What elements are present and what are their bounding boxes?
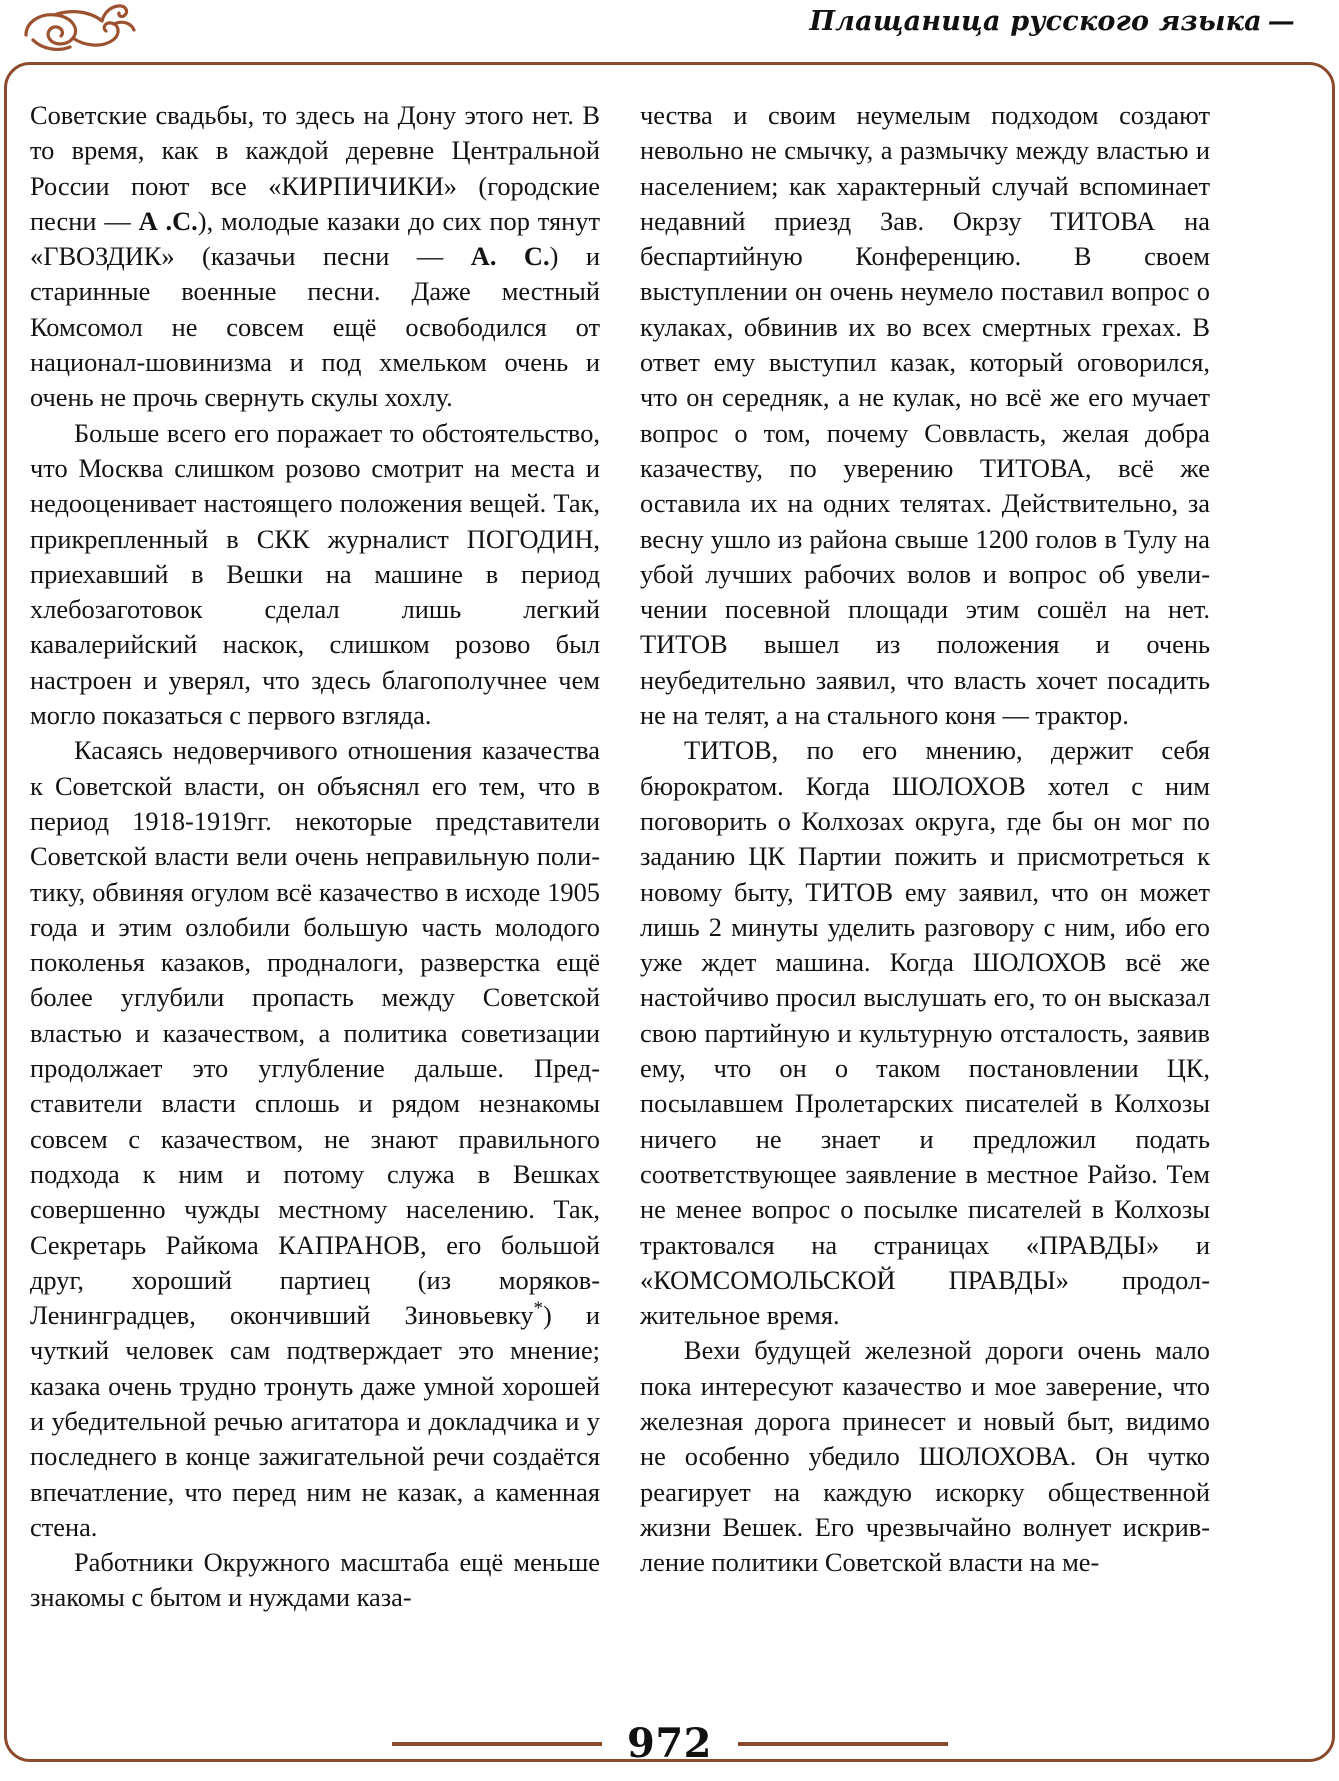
running-head-title bbox=[809, 6, 1295, 37]
text-column-left bbox=[30, 98, 600, 1688]
running-head bbox=[0, 0, 1339, 62]
body-text-area bbox=[30, 98, 1310, 1688]
running-head-dash: — bbox=[1267, 6, 1295, 37]
paragraph: ТИТОВ, по его мнению, держит себя бюрократом. Когда ШОЛОХОВ хотел с ним поговорить о Колхозах округа, где бы он мог по заданию ЦК Партии пожить и присмотреться к новому быту, ТИТОВ ему заявил, что он может лишь 2 минуты уделить разговору с ним, ибо его уже ждет машина. Когда ШОЛОХОВ всё же настойчиво просил выслушать его, то он высказал свою партийную и культурную отсталость, заявив ему, что он о таком постановлении ЦК, посылавшем Пролетарских писателей в Колхозы ничего не знает и предложил подать соответствующее заявление в местное Райзо. Тем не менее вопрос о посылке писателей в Колхозы трактовался на страницах «ПРАВДЫ» и «КОМСОМОЛЬСКОЙ ПРАВДЫ» продолжительное время. bbox=[640, 735, 1210, 1331]
paragraph: Больше всего его поражает то обстоятельство, что Москва слишком розово смотрит на места и недооценивает настоящего положения вещей. Так, прикрепленный в СКК журналист ПОГОДИН, приехавший в Вешки на машине в период хлебозаготовок сделал лишь легкий кавалерийский наскок, слишком розово был настроен и уверял, что здесь благополучнее чем могло показаться с первого взгляда. bbox=[30, 417, 600, 731]
text-column-right bbox=[640, 98, 1210, 1688]
paragraph: Касаясь недоверчивого отношения казачества к Советской власти, он объяснял его тем, что в период 1918-1919гг. некоторые представители Советской власти вели очень неправильную политику, обвиняя огулом всё казачество в исходе 1905 года и этим озлобили большую часть молодого поколенья казаков, продналоги, разверстка ещё более углубили пропасть между Советской властью и казачеством, а политика советизации продолжает это углубление дальше. Представители власти сплошь и рядом незнакомы совсем с казачеством, не знают правильного подхода к ним и потому служа в Вешках совершенно чужды местному населению. Так, Секретарь Райкома КАПРАНОВ, его большой друг, хороший партиец (из моряков-Ленинградцев, окончивший Зиновьевку*) и чуткий человек сам подтверждает это мнение; казака очень трудно тронуть даже умной хорошей и убедительной речью агитатора и докладчика и у последнего в конце зажигательной речи создаётся впечатление, что перед ним не казак, а каменная стена. bbox=[30, 735, 600, 1542]
paragraph: Работники Окружного масштаба ещё меньше знакомы с бытом и нуждами каза- bbox=[30, 1547, 600, 1613]
flourish-swirl-ornament-icon bbox=[18, 2, 138, 58]
page-number: 972 bbox=[627, 1720, 712, 1767]
paragraph: Вехи будущей железной дороги очень мало пока интересуют казачество и мое заверение, что железная дорога принесет и новый быт, видимо не особенно убедило ШОЛОХОВА. Он чутко реагирует на каждую искорку общественной жизни Вешек. Его чрезвычайно волнует искривление политики Советской власти на ме- bbox=[640, 1335, 1210, 1578]
page-footer bbox=[0, 1706, 1339, 1781]
footer-rule-left bbox=[392, 1742, 602, 1746]
footer-rule-right bbox=[738, 1742, 948, 1746]
paragraph: чества и своим неумелым подходом создают невольно не смычку, а размычку между властью и населением; как характерный случай вспоминает недавний приезд Зав. Окрзу ТИТОВА на беспартийную Конференцию. В своем выступлении он очень неумело поставил вопрос о кулаках, обвинив их во всех смертных грехах. В ответ ему выступил казак, который оговорился, что он середняк, а не кулак, но всё же его мучает вопрос о том, почему Соввласть, желая добра казачеству, по уверению ТИТОВА, всё же оставила их на одних телятах. Действительно, за весну ушло из района свыше 1200 голов в Тулу на убой лучших рабочих волов и вопрос об увеличении посевной площади этим сошёл на нет. ТИТОВ вышел из положения и очень неубедительно заявил, что власть хочет посадить не на телят, а на стального коня — трактор. bbox=[640, 100, 1210, 731]
running-head-title-text: Плащаница русского языка bbox=[809, 6, 1262, 37]
paragraph: Советские свадьбы, то здесь на Дону этого нет. В то время, как в каждой деревне Центральной России поют все «КИРПИЧИКИ» (городские песни — А .С.), молодые казаки до сих пор тянут «ГВОЗДИК» (казачьи песни — А. С.) и старинные военные песни. Даже местный Комсомол не совсем ещё освободился от национал-шовинизма и под хмельком очень и очень не прочь свернуть скулы хохлу. bbox=[30, 100, 600, 413]
